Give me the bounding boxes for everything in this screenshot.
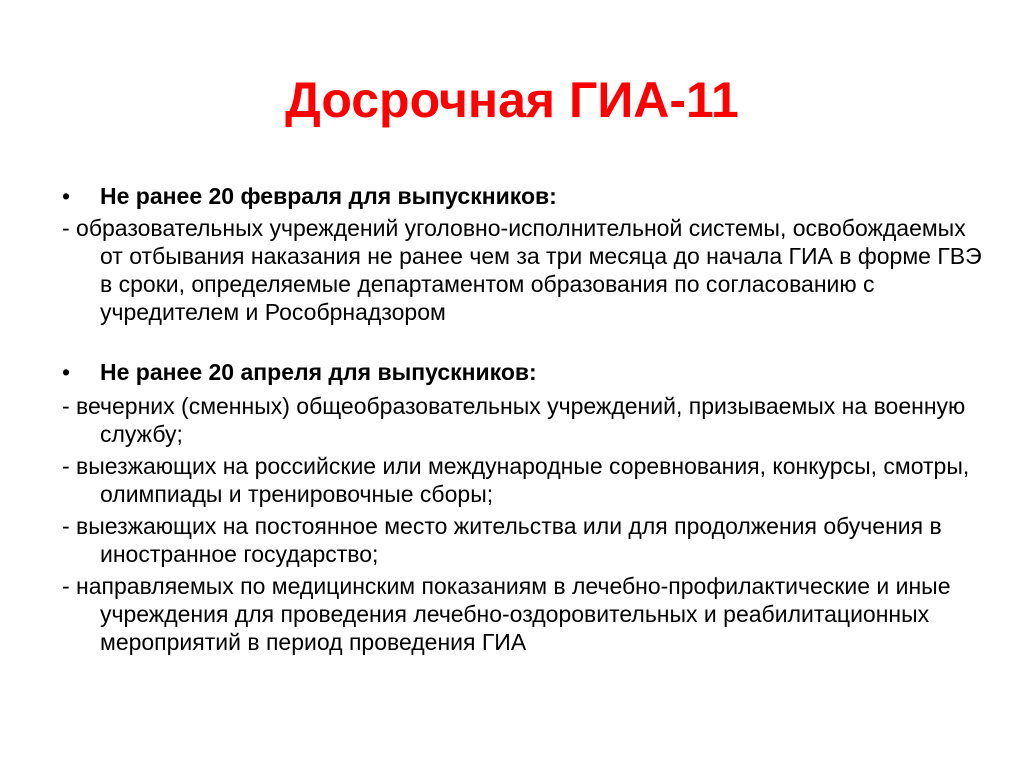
- slide-title: Досрочная ГИА-11: [285, 72, 739, 128]
- list-item: - образовательных учреждений уголовно-исполнительной системы, освобождаемых от отбывания наказания не ранее чем за три месяца до начала ГИА в форме ГВЭ в сроки, определяемые департаментом образования по согласованию с учредителем и Рособрнадзором: [62, 215, 982, 325]
- bullet-marker: •: [62, 183, 71, 209]
- section-heading: [62, 356, 982, 388]
- section-heading-text: Не ранее 20 февраля для выпускников:: [100, 183, 557, 209]
- section-heading: [62, 180, 982, 212]
- section-february: [62, 180, 982, 326]
- section-april: [62, 356, 982, 656]
- slide-content: [62, 180, 982, 656]
- list-item: - направляемых по медицинским показаниям в лечебно-профилактические и иные учреждения для проведения лечебно-оздоровительных и реабилитационных мероприятий в период проведения ГИА: [62, 573, 951, 655]
- bullet-marker: •: [62, 359, 71, 385]
- list-item: - вечерних (сменных) общеобразовательных учреждений, призываемых на военную службу;: [62, 393, 966, 447]
- section-heading-text: Не ранее 20 апреля для выпускников:: [100, 359, 537, 385]
- section-spacer: [62, 326, 982, 356]
- list-item: - выезжающих на постоянное место жительства или для продолжения обучения в иностранное государство;: [62, 513, 942, 567]
- list-item: - выезжающих на российские или международные соревнования, конкурсы, смотры, олимпиады и тренировочные сборы;: [62, 453, 970, 507]
